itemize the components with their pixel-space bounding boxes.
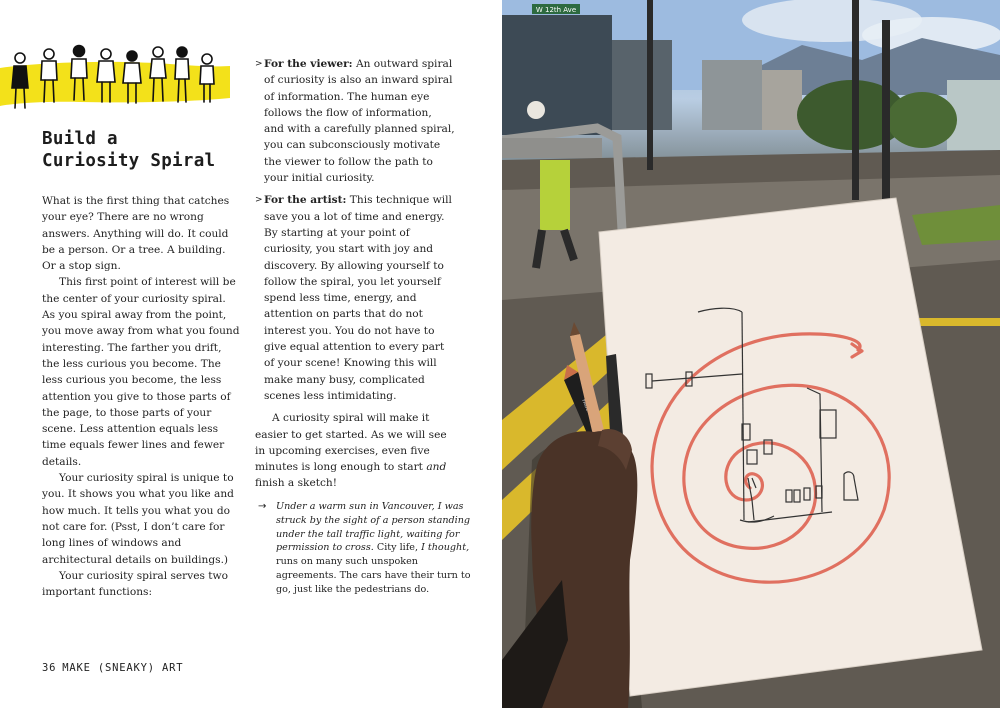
bullet-text: This technique will save you a lot of time and energy. By starting at your point of curiosity, you start with joy and discovery. By allowing yourself to follow the spiral, you let yourself spend less time, energy, and attention on parts that do not interest you. You do not have to give equal attention to every part of your scene! Knowing this will make many busy, complicated scenes less intimidating. — [264, 194, 452, 402]
paragraph: Your curiosity spiral is unique to you. It shows you what you like and how much. It tells you what you do not care for. (Psst, I don’t care for long lines of windows and architectural details on buildings.) — [42, 472, 234, 566]
text-run: finish a sketch! — [255, 477, 337, 490]
photo-page — [502, 0, 1000, 708]
bullet-label: For the artist: — [264, 194, 347, 207]
body-column-2 — [255, 56, 455, 492]
heading-line-2: Curiosity Spiral — [42, 151, 216, 171]
paragraph: This first point of interest will be the center of your curiosity spiral. As you spiral away from the point, you move away from what you found interesting. The farther you drift, the less curious you become. The less curious you become, the less attention you give to those parts of the page, to those parts of your scene. Less attention equals less time equals fewer lines and fewer details. — [42, 276, 240, 468]
paragraph — [255, 410, 455, 491]
street-photo — [502, 0, 1000, 708]
caption-italic: I thought, — [421, 542, 470, 554]
section-title: MAKE (SNEAKY) ART — [62, 662, 184, 674]
folio — [42, 662, 189, 674]
bullet-viewer — [255, 56, 455, 186]
page-number: 36 — [42, 662, 57, 674]
street-sign: W 12th Ave — [535, 6, 577, 14]
bullet-marker-icon: > — [255, 195, 263, 206]
bullet-text: An outward spiral of curiosity is also an inward spiral of information. The human eye follows the flow of information, and with a carefully planned spiral, you can subconsciously motivate the viewer to follow the path to your initial curiosity. — [264, 58, 455, 185]
bullet-label: For the viewer: — [264, 58, 353, 70]
paragraph: Your curiosity spiral serves two important functions: — [42, 569, 228, 599]
body-column-1 — [42, 193, 242, 600]
caption-text: City life, — [373, 542, 422, 554]
page-heading — [42, 128, 215, 172]
bullet-marker-icon: > — [255, 59, 263, 69]
caption-italic: Under a warm sun in Vancouver, I was struck by the sight of a person standing under the tall traffic light, waiting for permission to cross. — [276, 501, 471, 554]
crowd-illustration — [0, 40, 230, 115]
photo-caption — [258, 500, 476, 597]
bullet-artist — [255, 192, 455, 404]
caption-arrow-icon: → — [258, 501, 267, 512]
heading-line-1: Build a — [42, 129, 118, 149]
paragraph: What is the first thing that catches your eye? There are no wrong answers. Anything will do. It could be a person. Or a tree. A building. Or a stop sign. — [42, 195, 230, 273]
caption-text: runs on many such unspoken agreements. The cars have their turn to go, just like the pedestrians do. — [276, 556, 471, 595]
emphasis: and — [426, 461, 447, 474]
text-run: A curiosity spiral will make it easier to get started. As we will see in upcoming exercises, even five minutes is long enough to start — [255, 412, 447, 474]
